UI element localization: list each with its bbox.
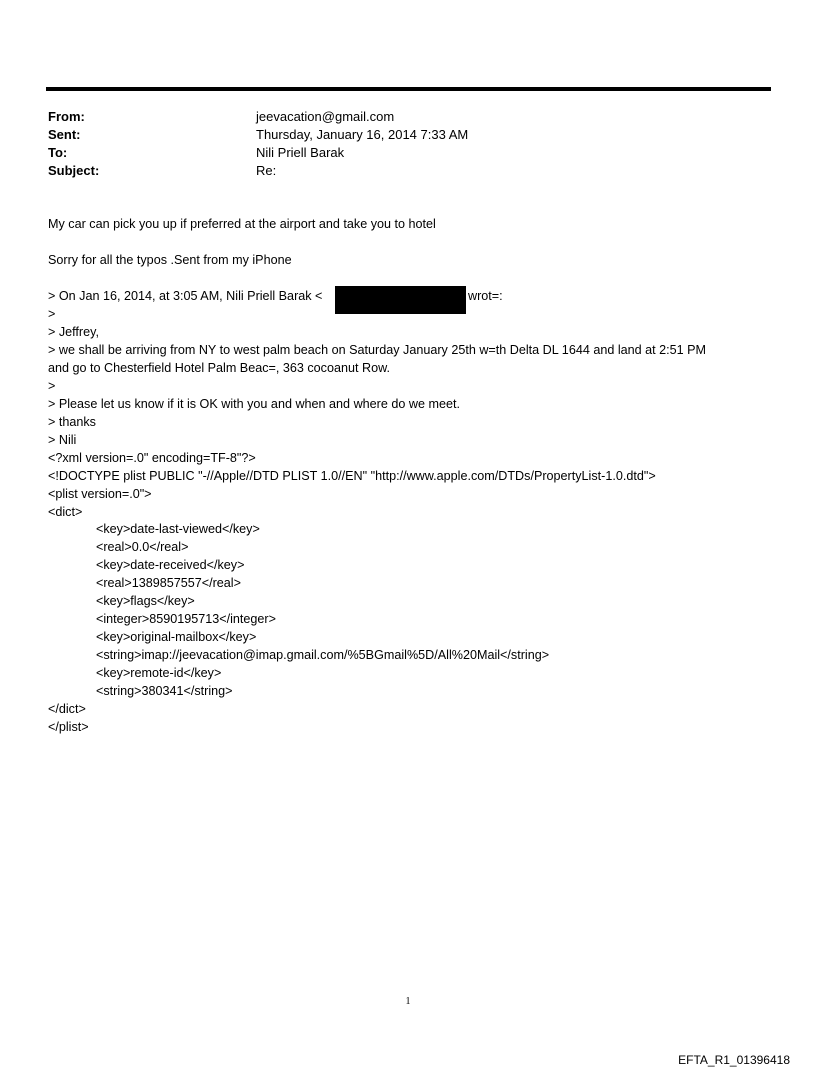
- redaction-box: [335, 286, 466, 314]
- body-line-1: My car can pick you up if preferred at the airport and take you to hotel: [48, 217, 436, 231]
- quote-line: > Nili: [48, 433, 77, 447]
- plist-line: </plist>: [48, 720, 89, 734]
- quote-intro: > On Jan 16, 2014, at 3:05 AM, Nili Priell Barak <: [48, 289, 323, 303]
- plist-line: <key>remote-id</key>: [96, 666, 222, 680]
- plist-line: </dict>: [48, 702, 86, 716]
- plist-line: <key>date-received</key>: [96, 558, 245, 572]
- plist-line: <key>flags</key>: [96, 594, 195, 608]
- to-value: Nili Priell Barak: [256, 145, 345, 160]
- document-id: EFTA_R1_01396418: [678, 1053, 790, 1067]
- plist-line: <key>original-mailbox</key>: [96, 630, 257, 644]
- plist-line: <string>imap://jeevacation@imap.gmail.com/%5BGmail%5D/All%20Mail</string>: [96, 648, 550, 662]
- quote-line: >: [48, 307, 56, 321]
- plist-line: <key>date-last-viewed</key>: [96, 522, 260, 536]
- plist-line: <dict>: [48, 505, 83, 519]
- plist-line: <!DOCTYPE plist PUBLIC "-//Apple//DTD PLIST 1.0//EN" "http://www.apple.com/DTDs/PropertyList-1.0.dtd">: [48, 469, 656, 483]
- from-value: jeevacation@gmail.com: [256, 109, 395, 124]
- sent-label: Sent:: [48, 127, 81, 142]
- plist-line: <string>380341</string>: [96, 684, 233, 698]
- quote-line: >: [48, 379, 56, 393]
- sent-value: Thursday, January 16, 2014 7:33 AM: [256, 127, 469, 142]
- from-label: From:: [48, 109, 85, 124]
- plist-line: <?xml version=.0" encoding=TF-8"?>: [48, 451, 256, 465]
- to-label: To:: [48, 145, 68, 160]
- body-line-2: Sorry for all the typos .Sent from my iPhone: [48, 253, 292, 267]
- plist-line: <integer>8590195713</integer>: [96, 612, 276, 626]
- quote-line: > Please let us know if it is OK with you and when and where do we meet.: [48, 397, 460, 411]
- quote-line: > Jeffrey,: [48, 325, 99, 339]
- quote-line: and go to Chesterfield Hotel Palm Beac=, 363 cocoanut Row.: [48, 361, 390, 375]
- quote-line: > we shall be arriving from NY to west palm beach on Saturday January 25th w=th Delta DL 1644 and land at 2:51 PM: [48, 343, 707, 357]
- plist-line: <real>0.0</real>: [96, 540, 189, 554]
- subject-label: Subject:: [48, 163, 100, 178]
- plist-line: <real>1389857557</real>: [96, 576, 241, 590]
- quote-line: > thanks: [48, 415, 96, 429]
- quote-intro-tail: wrot=:: [468, 289, 503, 303]
- page-number: 1: [405, 996, 411, 1007]
- subject-value: Re:: [256, 163, 277, 178]
- plist-line: <plist version=.0">: [48, 487, 152, 501]
- header-rule: [46, 87, 771, 91]
